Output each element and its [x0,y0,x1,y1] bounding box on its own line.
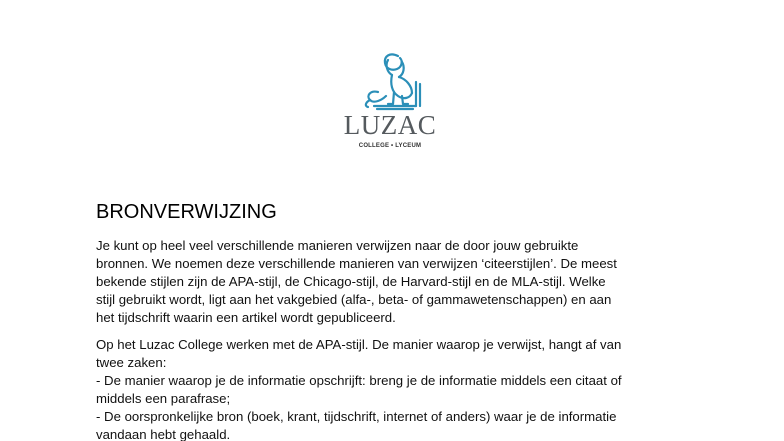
page-title: BRONVERWIJZING [96,201,277,223]
text-line: middels een parafrase; [96,391,231,406]
paragraph-intro [96,237,696,327]
text-line: Op het Luzac College werken met de APA-stijl. De manier waarop je verwijst, hangt af van [96,337,622,352]
text-line: vandaan hebt gehaald. [96,427,231,441]
text-line: - De oorspronkelijke bron (boek, krant, tijdschrift, internet of anders) waar je de informatie [96,409,617,424]
logo-wordmark: LUZAC [343,110,437,140]
text-line: twee zaken: [96,355,167,370]
luzac-logo [330,48,450,158]
text-line: bekende stijlen zijn de APA-stijl, de Chicago-stijl, de Harvard-stijl en de MLA-stijl. Welke [96,274,606,289]
text-line: bronnen. We noemen deze verschillende manieren van verwijzen ‘citeerstijlen’. De meest [96,256,617,271]
text-line: het tijdschrift waarin een artikel wordt gepubliceerd. [96,310,396,325]
logo-tagline: COLLEGE • LYCEUM [358,143,422,149]
text-line: - De manier waarop je de informatie opschrijft: breng je de informatie middels een citaat of [96,373,622,388]
paragraph-apa [96,336,696,441]
text-line: Je kunt op heel veel verschillende manieren verwijzen naar de door jouw gebruikte [96,238,579,253]
text-line: stijl gebruikt wordt, ligt aan het vakgebied (alfa-, beta- of gammawetenschappen) en aan [96,292,612,307]
lion-icon [330,48,450,112]
